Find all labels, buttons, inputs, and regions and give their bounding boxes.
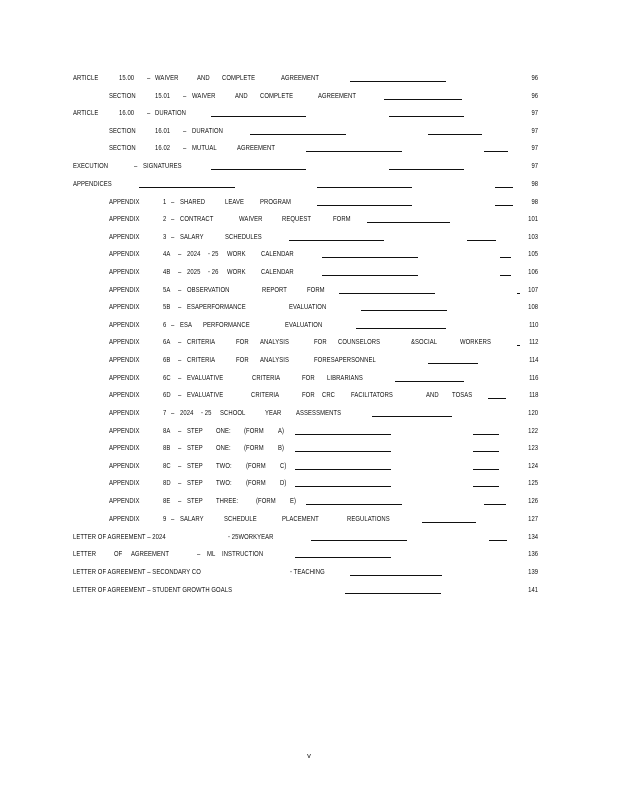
toc-entry[interactable] — [0, 302, 618, 314]
toc-page-number: 120 — [528, 408, 538, 417]
leader-rule — [317, 205, 412, 206]
toc-entry-text: APPENDIX — [109, 408, 140, 417]
leader-rule — [306, 504, 402, 505]
toc-entry-text: 2024 — [180, 408, 194, 417]
toc-entry-text: SCHOOL — [220, 408, 246, 417]
toc-entry-text: FOR — [236, 337, 249, 346]
toc-entry-text: – — [178, 302, 182, 311]
toc-entry-text: 3 — [163, 232, 167, 241]
leader-rule — [211, 169, 306, 170]
leader-rule — [339, 293, 435, 294]
toc-entry-text: FORESAPERSONNEL — [314, 355, 376, 364]
toc-entry-text: CONTRACT — [180, 214, 214, 223]
toc-entry-text: PERFORMANCE — [203, 320, 250, 329]
toc-entry[interactable] — [0, 461, 618, 473]
toc-entry-text: 4B — [163, 267, 171, 276]
toc-entry-text: APPENDIX — [109, 232, 140, 241]
leader-rule — [350, 81, 446, 82]
toc-entry-text: SECTION — [109, 91, 136, 100]
toc-entry-text: CALENDAR — [261, 267, 294, 276]
toc-entry[interactable] — [0, 426, 618, 438]
toc-entry-text: TWO: — [216, 461, 232, 470]
leader-rule — [211, 116, 306, 117]
toc-entry-text: ML — [207, 549, 216, 558]
toc-entry-text: WORK — [227, 249, 246, 258]
toc-entry-text: REQUEST — [282, 214, 312, 223]
toc-entry-text: COMPLETE — [260, 91, 294, 100]
page-number-footer: v — [307, 751, 311, 760]
toc-entry-text: 6C — [163, 373, 171, 382]
toc-entry-text: STEP — [187, 478, 203, 487]
leader-rule — [488, 398, 506, 399]
toc-entry-text: 6B — [163, 355, 171, 364]
toc-entry-text: 6 — [163, 320, 167, 329]
toc-entry-text: FORM — [307, 285, 325, 294]
toc-page-number: 107 — [528, 285, 538, 294]
toc-entry-text: – — [171, 320, 175, 329]
leader-rule — [389, 169, 464, 170]
toc-entry-text: LETTER OF AGREEMENT – SECONDARY CO — [73, 567, 201, 576]
toc-page-number: 118 — [528, 390, 538, 399]
leader-rule — [295, 434, 391, 435]
toc-entry-text: APPENDICES — [73, 179, 112, 188]
leader-rule — [489, 540, 507, 541]
toc-page-number: 105 — [528, 249, 538, 258]
toc-entry-text: – — [183, 91, 187, 100]
toc-page-number: 136 — [528, 549, 538, 558]
toc-page-number: 96 — [531, 73, 538, 82]
toc-entry-text: THREE: — [216, 496, 239, 505]
leader-rule — [361, 310, 447, 311]
toc-page-number: 97 — [531, 126, 538, 135]
toc-entry[interactable] — [0, 214, 618, 226]
toc-entry-text: APPENDIX — [109, 197, 140, 206]
toc-entry-text: – — [178, 285, 182, 294]
toc-entry-text: STEP — [187, 461, 203, 470]
leader-rule — [500, 275, 511, 276]
leader-rule — [517, 345, 520, 346]
toc-entry-text: AGREEMENT — [237, 143, 276, 152]
toc-entry-text: LEAVE — [225, 197, 244, 206]
toc-entry[interactable] — [0, 549, 618, 561]
leader-rule — [295, 451, 391, 452]
toc-entry-text: LIBRARIANS — [327, 373, 363, 382]
toc-entry-text: PLACEMENT — [282, 514, 319, 523]
leader-rule — [295, 469, 391, 470]
leader-rule — [317, 187, 412, 188]
toc-entry[interactable] — [0, 126, 618, 138]
toc-entry-text: COUNSELORS — [338, 337, 381, 346]
toc-entry-text: ASSESSMENTS — [296, 408, 342, 417]
toc-entry-text: FACILITATORS — [351, 390, 393, 399]
leader-rule — [473, 469, 499, 470]
toc-entry-text: LETTER OF AGREEMENT – 2024 — [73, 532, 166, 541]
leader-rule — [295, 557, 391, 558]
toc-entry-text: 8B — [163, 443, 171, 452]
toc-entry-text: – — [178, 478, 182, 487]
toc-entry-text: INSTRUCTION — [222, 549, 264, 558]
leader-rule — [473, 434, 499, 435]
toc-entry[interactable] — [0, 355, 618, 367]
leader-rule — [139, 187, 235, 188]
leader-rule — [306, 151, 402, 152]
toc-entry-text: FOR — [314, 337, 327, 346]
toc-entry-text: ONE: — [216, 426, 231, 435]
toc-entry[interactable] — [0, 408, 618, 420]
toc-entry-text: – — [178, 337, 182, 346]
leader-rule — [356, 328, 446, 329]
toc-entry-text: REPORT — [262, 285, 287, 294]
toc-entry[interactable] — [0, 197, 618, 209]
toc-entry-text: &SOCIAL — [411, 337, 438, 346]
toc-entry-text: - TEACHING — [290, 567, 325, 576]
toc-entry-text: B) — [278, 443, 285, 452]
toc-entry-text: APPENDIX — [109, 320, 140, 329]
toc-entry[interactable] — [0, 567, 618, 579]
toc-entry-text: – — [178, 390, 182, 399]
leader-rule — [422, 522, 476, 523]
toc-entry-text: CRITERIA — [187, 337, 216, 346]
toc-entry-text: – — [147, 108, 151, 117]
toc-entry-text: 8A — [163, 426, 171, 435]
leader-rule — [322, 257, 418, 258]
toc-entry-text: APPENDIX — [109, 390, 140, 399]
toc-entry-text: 15.01 — [155, 91, 171, 100]
toc-entry-text: ESA — [180, 320, 193, 329]
toc-entry-text: – — [147, 73, 151, 82]
toc-entry-text: MUTUAL — [192, 143, 217, 152]
toc-entry-text: – — [171, 214, 175, 223]
toc-entry-text: APPENDIX — [109, 443, 140, 452]
leader-rule — [495, 205, 513, 206]
toc-entry[interactable] — [0, 373, 618, 385]
toc-entry-text: – — [197, 549, 201, 558]
toc-entry-text: 6D — [163, 390, 171, 399]
leader-rule — [289, 240, 384, 241]
toc-entry-text: APPENDIX — [109, 496, 140, 505]
toc-entry-text: – — [178, 373, 182, 382]
toc-page-number: 139 — [528, 567, 538, 576]
toc-page-number: 108 — [528, 302, 538, 311]
toc-entry[interactable] — [0, 390, 618, 402]
toc-entry[interactable] — [0, 232, 618, 244]
toc-page-number: 101 — [528, 214, 538, 223]
toc-entry[interactable] — [0, 267, 618, 279]
leader-rule — [495, 187, 513, 188]
toc-entry-text: CALENDAR — [261, 249, 294, 258]
toc-entry-text: SALARY — [180, 232, 204, 241]
toc-entry-text: – — [178, 496, 182, 505]
toc-page-number: 96 — [531, 91, 538, 100]
toc-entry-text: ESAPERFORMANCE — [187, 302, 246, 311]
toc-entry-text: APPENDIX — [109, 461, 140, 470]
toc-entry[interactable] — [0, 161, 618, 173]
toc-page-number: 123 — [528, 443, 538, 452]
toc-page-number: 126 — [528, 496, 538, 505]
toc-page-number: 97 — [531, 143, 538, 152]
toc-entry-text: FOR — [236, 355, 249, 364]
toc-entry-text: – — [171, 232, 175, 241]
toc-entry-text: AND — [197, 73, 210, 82]
toc-entry-text: COMPLETE — [222, 73, 256, 82]
toc-entry-text: ARTICLE — [73, 73, 99, 82]
toc-entry-text: (FORM — [244, 426, 264, 435]
toc-entry-text: – — [183, 143, 187, 152]
toc-entry-text: EVALUATION — [289, 302, 327, 311]
toc-entry[interactable] — [0, 443, 618, 455]
leader-rule — [311, 540, 407, 541]
toc-entry-text: EXECUTION — [73, 161, 109, 170]
toc-entry-text: SECTION — [109, 126, 136, 135]
toc-entry-text: FOR — [302, 390, 315, 399]
toc-entry-text: SIGNATURES — [143, 161, 182, 170]
toc-entry-text: 15.00 — [119, 73, 135, 82]
toc-entry-text: LETTER — [73, 549, 97, 558]
toc-entry-text: STEP — [187, 426, 203, 435]
toc-entry-text: EVALUATIVE — [187, 390, 224, 399]
toc-entry-text: EVALUATION — [285, 320, 323, 329]
toc-entry[interactable] — [0, 478, 618, 490]
toc-entry-text: WAIVER — [239, 214, 263, 223]
toc-entry-text: – — [171, 197, 175, 206]
toc-entry[interactable] — [0, 585, 618, 597]
toc-entry-text: D) — [280, 478, 287, 487]
toc-entry-text: WAIVER — [155, 73, 179, 82]
toc-entry-text: 16.00 — [119, 108, 135, 117]
leader-rule — [500, 257, 511, 258]
toc-entry-text: E) — [290, 496, 297, 505]
leader-rule — [428, 134, 482, 135]
toc-entry-text: APPENDIX — [109, 337, 140, 346]
toc-entry-text: – — [183, 126, 187, 135]
toc-entry-text: TWO: — [216, 478, 232, 487]
toc-entry-text: SALARY — [180, 514, 204, 523]
toc-entry-text: – — [178, 267, 182, 276]
toc-entry-text: (FORM — [246, 478, 266, 487]
toc-page-number: 112 — [528, 337, 538, 346]
toc-entry-text: SCHEDULE — [224, 514, 257, 523]
toc-entry-text: REGULATIONS — [347, 514, 390, 523]
toc-entry-text: AND — [235, 91, 248, 100]
toc-entry-text: APPENDIX — [109, 267, 140, 276]
toc-entry-text: FOR — [302, 373, 315, 382]
toc-entry-text: CRITERIA — [187, 355, 216, 364]
toc-entry-text: 8E — [163, 496, 171, 505]
toc-entry-text: SHARED — [180, 197, 206, 206]
leader-rule — [395, 381, 464, 382]
toc-entry-text: AGREEMENT — [131, 549, 170, 558]
toc-entry[interactable] — [0, 73, 618, 85]
toc-entry[interactable] — [0, 108, 618, 120]
leader-rule — [484, 151, 508, 152]
toc-entry-text: SCHEDULES — [225, 232, 262, 241]
toc-entry-text: – — [171, 408, 175, 417]
toc-page-number: 98 — [531, 179, 538, 188]
toc-entry-text: 2024 — [187, 249, 201, 258]
leader-rule — [367, 222, 450, 223]
toc-entry-text: CRITERIA — [251, 390, 280, 399]
toc-entry-text: STEP — [187, 496, 203, 505]
toc-entry-text: 9 — [163, 514, 167, 523]
leader-rule — [250, 134, 346, 135]
leader-rule — [467, 240, 496, 241]
toc-entry-text: – — [178, 443, 182, 452]
toc-entry-text: (FORM — [246, 461, 266, 470]
toc-entry-text: 16.01 — [155, 126, 171, 135]
toc-entry-text: WORK — [227, 267, 246, 276]
toc-entry-text: 8D — [163, 478, 171, 487]
toc-entry-text: (FORM — [256, 496, 276, 505]
toc-entry[interactable] — [0, 91, 618, 103]
toc-page-number: 98 — [531, 197, 538, 206]
leader-rule — [484, 504, 506, 505]
toc-entry[interactable] — [0, 320, 618, 332]
toc-entry-text: – — [178, 426, 182, 435]
toc-entry-text: 16.02 — [155, 143, 171, 152]
toc-entry-text: – — [178, 249, 182, 258]
toc-entry-text: OF — [114, 549, 123, 558]
toc-entry-text: – — [178, 461, 182, 470]
toc-entry-text: EVALUATIVE — [187, 373, 224, 382]
toc-page-number: 114 — [528, 355, 538, 364]
toc-entry-text: APPENDIX — [109, 373, 140, 382]
toc-entry-text: TOSAS — [452, 390, 473, 399]
toc-page-number: 124 — [528, 461, 538, 470]
toc-entry-text: ARTICLE — [73, 108, 99, 117]
toc-entry-text: STEP — [187, 443, 203, 452]
toc-entry-text: 5B — [163, 302, 171, 311]
toc-entry-text: 7 — [163, 408, 167, 417]
toc-entry-text: – — [171, 514, 175, 523]
toc-entry-text: YEAR — [265, 408, 282, 417]
leader-rule — [350, 575, 442, 576]
toc-page-number: 106 — [528, 267, 538, 276]
toc-entry-text: 8C — [163, 461, 171, 470]
toc-entry-text: APPENDIX — [109, 249, 140, 258]
toc-entry-text: 2025 — [187, 267, 201, 276]
toc-entry-text: 4A — [163, 249, 171, 258]
toc-entry-text: APPENDIX — [109, 478, 140, 487]
toc-entry[interactable] — [0, 532, 618, 544]
toc-entry[interactable] — [0, 496, 618, 508]
toc-entry-text: FORM — [333, 214, 351, 223]
toc-entry-text: APPENDIX — [109, 355, 140, 364]
toc-entry-text: OBSERVATION — [187, 285, 230, 294]
toc-entry-text: A) — [278, 426, 285, 435]
toc-entry-text: - 25 — [201, 408, 212, 417]
toc-entry-text: AGREEMENT — [281, 73, 320, 82]
toc-entry-text: CRC — [322, 390, 336, 399]
toc-entry-text: APPENDIX — [109, 214, 140, 223]
leader-rule — [517, 293, 520, 294]
toc-entry-text: – — [178, 355, 182, 364]
toc-entry-text: ANALYSIS — [260, 337, 290, 346]
leader-rule — [322, 275, 418, 276]
leader-rule — [473, 451, 499, 452]
toc-entry-text: 1 — [163, 197, 167, 206]
toc-entry[interactable] — [0, 285, 618, 297]
toc-entry-text: CRITERIA — [252, 373, 281, 382]
toc-entry-text: (FORM — [244, 443, 264, 452]
toc-entry[interactable] — [0, 249, 618, 261]
toc-entry-text: – — [134, 161, 138, 170]
toc-entry-text: AND — [426, 390, 439, 399]
toc-page-number: 97 — [531, 108, 538, 117]
toc-entry-text: PROGRAM — [260, 197, 292, 206]
leader-rule — [384, 99, 462, 100]
toc-page-number: 141 — [528, 585, 538, 594]
toc-entry-text: ONE: — [216, 443, 231, 452]
toc-page-number: 125 — [528, 478, 538, 487]
toc-entry[interactable] — [0, 179, 618, 191]
toc-entry-text: APPENDIX — [109, 514, 140, 523]
leader-rule — [473, 486, 499, 487]
toc-entry-text: APPENDIX — [109, 302, 140, 311]
toc-entry-text: 6A — [163, 337, 171, 346]
toc-entry-text: C) — [280, 461, 287, 470]
toc-page-number: 134 — [528, 532, 538, 541]
toc-page-number: 122 — [528, 426, 538, 435]
toc-page-number: 97 — [531, 161, 538, 170]
leader-rule — [345, 593, 441, 594]
toc-entry-text: DURATION — [155, 108, 187, 117]
toc-page-number: 116 — [528, 373, 538, 382]
toc-entry-text: - 25WORKYEAR — [228, 532, 274, 541]
leader-rule — [389, 116, 464, 117]
toc-entry[interactable] — [0, 143, 618, 155]
toc-entry-text: LETTER OF AGREEMENT – STUDENT GROWTH GOALS — [73, 585, 233, 594]
toc-entry-text: WORKERS — [460, 337, 492, 346]
leader-rule — [372, 416, 452, 417]
toc-entry-text: DURATION — [192, 126, 224, 135]
toc-entry-text: - 26 — [208, 267, 219, 276]
toc-entry-text: APPENDIX — [109, 426, 140, 435]
toc-entry-text: WAIVER — [192, 91, 216, 100]
toc-entry[interactable] — [0, 514, 618, 526]
toc-entry-text: 5A — [163, 285, 171, 294]
toc-page-number: 127 — [528, 514, 538, 523]
toc-entry-text: - 25 — [208, 249, 219, 258]
leader-rule — [428, 363, 478, 364]
toc-page-number: 110 — [528, 320, 538, 329]
toc-entry-text: ANALYSIS — [260, 355, 290, 364]
toc-entry[interactable] — [0, 337, 618, 349]
toc-entry-text: APPENDIX — [109, 285, 140, 294]
toc-entry-text: 2 — [163, 214, 167, 223]
toc-entry-text: AGREEMENT — [318, 91, 357, 100]
toc-page-number: 103 — [528, 232, 538, 241]
leader-rule — [295, 486, 391, 487]
toc-entry-text: SECTION — [109, 143, 136, 152]
